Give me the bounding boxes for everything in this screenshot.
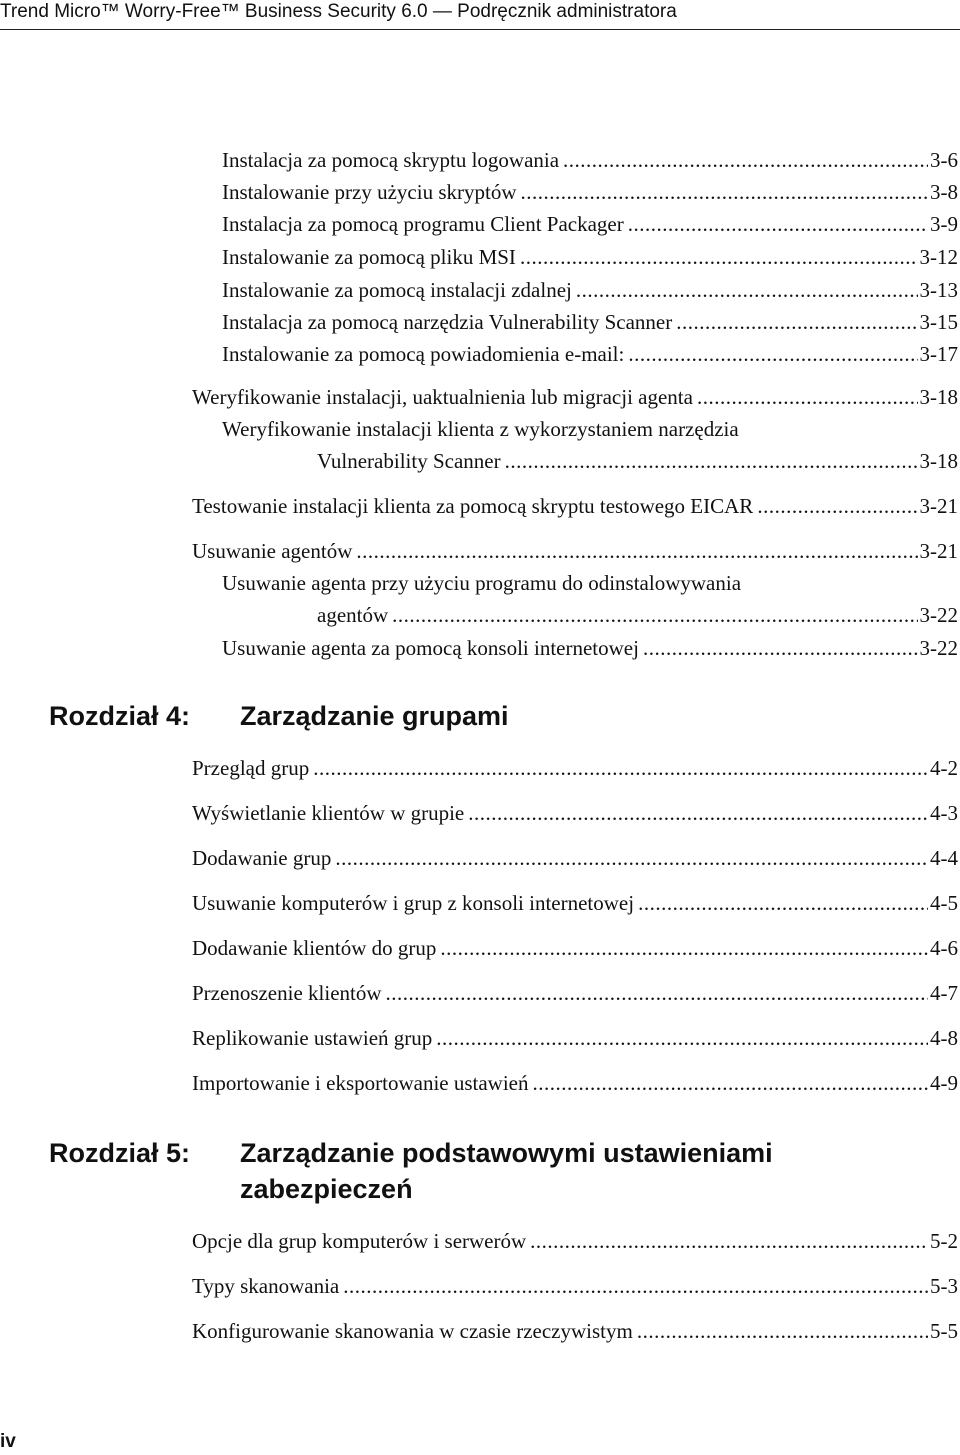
toc-entry-label: Opcje dla grup komputerów i serwerów <box>192 1229 527 1253</box>
toc-leader-dots <box>676 308 917 336</box>
toc-entry-label: Instalacja za pomocą narzędzia Vulnerability Scanner <box>222 310 673 334</box>
toc-page-number: 3-17 <box>919 342 958 366</box>
toc-leader-dots <box>628 210 928 238</box>
toc-entry[interactable] <box>222 178 958 206</box>
toc-entry-label: Instalowanie za pomocą instalacji zdalnej <box>222 278 572 302</box>
toc-entry[interactable] <box>192 537 958 565</box>
toc-leader-dots <box>643 634 918 662</box>
toc-entry[interactable] <box>192 979 958 1007</box>
toc-page-number: 4-3 <box>930 801 958 825</box>
toc-page-number: 3-18 <box>919 385 958 409</box>
chapter-title: Zarządzanie grupami <box>240 701 509 731</box>
toc-entry-label: Wyświetlanie klientów w grupie <box>192 801 465 825</box>
toc-entry-label: Instalowanie za pomocą powiadomienia e-mail: <box>222 342 625 366</box>
toc-entry-label: Weryfikowanie instalacji, uaktualnienia lub migracji agenta <box>192 385 693 409</box>
toc-page-number: 3-21 <box>919 539 958 563</box>
toc-leader-dots <box>697 383 918 411</box>
toc-page-number: 3-22 <box>919 636 958 660</box>
toc-page-number: 5-5 <box>930 1319 958 1343</box>
toc-leader-dots <box>520 243 918 271</box>
toc-entry-label: Przegląd grup <box>192 756 310 780</box>
toc-entry[interactable] <box>222 276 958 304</box>
toc-leader-dots <box>313 754 928 782</box>
toc-entry[interactable] <box>192 889 958 917</box>
toc-entry-label: Konfigurowanie skanowania w czasie rzeczywistym <box>192 1319 633 1343</box>
toc-entry[interactable] <box>317 447 958 475</box>
toc-page-number: 3-8 <box>930 180 958 204</box>
chapter-number: Rozdział 5: <box>49 1138 191 1168</box>
toc-page-number: 4-6 <box>930 936 958 960</box>
toc-entry-label-line1[interactable]: Usuwanie agenta przy użyciu programu do odinstalowywania <box>222 571 742 595</box>
toc-entry-label: Importowanie i eksportowanie ustawień <box>192 1071 529 1095</box>
toc-page-number: 3-18 <box>919 449 958 473</box>
toc-entry-label: Przenoszenie klientów <box>192 981 382 1005</box>
toc-page-number: 3-9 <box>930 212 958 236</box>
toc-entry[interactable] <box>192 1317 958 1345</box>
toc-leader-dots <box>468 799 928 827</box>
toc-page-number: 4-9 <box>930 1071 958 1095</box>
toc-leader-dots <box>440 934 928 962</box>
page-number: iv <box>0 1431 16 1452</box>
toc-page-number: 3-12 <box>919 245 958 269</box>
toc-entry[interactable] <box>192 1227 958 1255</box>
toc-entry[interactable] <box>222 243 958 271</box>
toc-entry[interactable] <box>317 601 958 629</box>
header-rule <box>0 29 960 30</box>
toc-leader-dots <box>436 1024 928 1052</box>
toc-leader-dots <box>637 1317 928 1345</box>
toc-entry[interactable] <box>222 340 958 368</box>
toc-entry-label: Instalacja za pomocą skryptu logowania <box>222 148 560 172</box>
toc-entry-label: Usuwanie agenta za pomocą konsoli internetowej <box>222 636 639 660</box>
toc-leader-dots <box>356 537 917 565</box>
toc-leader-dots <box>628 340 917 368</box>
toc-entry[interactable] <box>192 1272 958 1300</box>
toc-entry-label: Dodawanie grup <box>192 846 332 870</box>
running-header: Trend Micro™ Worry-Free™ Business Security 6.0 — Podręcznik administratora <box>0 1 677 22</box>
toc-leader-dots <box>386 979 928 1007</box>
toc-entry-label: Replikowanie ustawień grup <box>192 1026 433 1050</box>
toc-page-number: 3-22 <box>919 603 958 627</box>
toc-page-number: 4-8 <box>930 1026 958 1050</box>
toc-entry[interactable] <box>192 492 958 520</box>
toc-entry[interactable] <box>222 146 958 174</box>
toc-entry[interactable] <box>222 634 958 662</box>
toc-entry-label: Vulnerability Scanner <box>317 449 501 473</box>
toc-page-number: 4-5 <box>930 891 958 915</box>
toc-entry-label: agentów <box>317 603 389 627</box>
toc-page-number: 5-2 <box>930 1229 958 1253</box>
toc-leader-dots <box>533 1069 929 1097</box>
chapter-title: Zarządzanie podstawowymi ustawieniami zabezpieczeń <box>240 1138 773 1204</box>
toc-entry-label: Testowanie instalacji klienta za pomocą skryptu testowego EICAR <box>192 494 754 518</box>
toc-entry-label: Typy skanowania <box>192 1274 340 1298</box>
toc-entry-label-line1[interactable]: Weryfikowanie instalacji klienta z wykorzystaniem narzędzia <box>222 417 739 441</box>
toc-entry[interactable] <box>192 1069 958 1097</box>
toc-page-number: 3-6 <box>930 148 958 172</box>
toc-leader-dots <box>563 146 928 174</box>
toc-entry-label: Instalacja za pomocą programu Client Packager <box>222 212 624 236</box>
toc-entry[interactable] <box>192 934 958 962</box>
toc-page-number: 3-13 <box>919 278 958 302</box>
toc-leader-dots <box>638 889 928 917</box>
toc-leader-dots <box>505 447 918 475</box>
toc-leader-dots <box>757 492 917 520</box>
toc-page-number: 3-21 <box>919 494 958 518</box>
toc-entry-label: Dodawanie klientów do grup <box>192 936 437 960</box>
toc-leader-dots <box>343 1272 928 1300</box>
toc-entry[interactable] <box>222 308 958 336</box>
toc-entry[interactable] <box>192 1024 958 1052</box>
toc-entry[interactable] <box>222 210 958 238</box>
toc-entry[interactable] <box>192 844 958 872</box>
toc-leader-dots <box>521 178 928 206</box>
toc-entry-label: Instalowanie przy użyciu skryptów <box>222 180 517 204</box>
toc-leader-dots <box>530 1227 928 1255</box>
toc-page-number: 4-7 <box>930 981 958 1005</box>
chapter-number: Rozdział 4: <box>49 701 191 731</box>
toc-page-number: 4-2 <box>930 756 958 780</box>
toc-entry-label: Usuwanie agentów <box>192 539 353 563</box>
toc-entry[interactable] <box>192 383 958 411</box>
toc-page-number: 3-15 <box>919 310 958 334</box>
toc-entry[interactable] <box>192 799 958 827</box>
toc-entry-label: Usuwanie komputerów i grup z konsoli internetowej <box>192 891 635 915</box>
toc-page-number: 5-3 <box>930 1274 958 1298</box>
toc-leader-dots <box>392 601 917 629</box>
toc-leader-dots <box>576 276 918 304</box>
toc-page-number: 4-4 <box>930 846 958 870</box>
toc-entry-label: Instalowanie za pomocą pliku MSI <box>222 245 516 269</box>
toc-leader-dots <box>335 844 928 872</box>
toc-entry[interactable] <box>192 754 958 782</box>
